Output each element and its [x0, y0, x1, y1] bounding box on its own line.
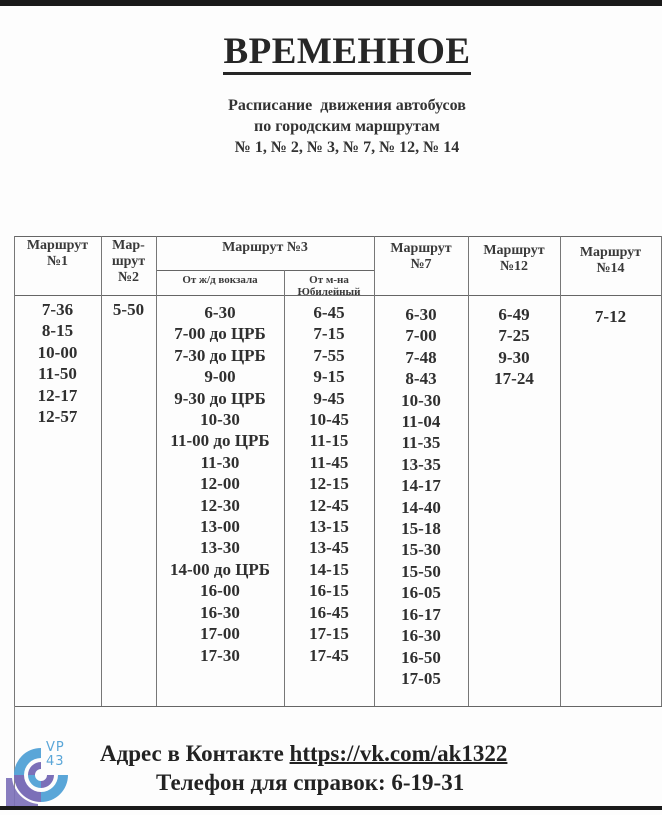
- time-entry: 15-30: [401, 540, 441, 560]
- table-bottom-border: [14, 706, 662, 707]
- time-entry: 10-30: [200, 410, 240, 430]
- time-entry: 14-17: [401, 476, 441, 496]
- time-entry: 8-43: [405, 369, 437, 389]
- time-entry: 7-25: [498, 326, 530, 346]
- time-entry: 12-30: [200, 495, 240, 515]
- header-route-14: Маршрут №14: [579, 245, 642, 276]
- time-entry: 16-50: [401, 647, 441, 667]
- time-entry: 17-30: [200, 645, 240, 665]
- header-route-3-from-jubilee: От м-на Юбилейный: [297, 274, 361, 298]
- time-entry: 7-15: [313, 324, 345, 344]
- subtitle-line-3: № 1, № 2, № 3, № 7, № 12, № 14: [234, 139, 460, 156]
- time-entry: 11-50: [38, 364, 77, 384]
- subtitle: [0, 95, 662, 158]
- time-entry: 9-00: [204, 367, 236, 387]
- header-route-1: Маршрут №1: [26, 238, 89, 269]
- address-label: Адрес в Контакте: [100, 741, 290, 766]
- footer-address: [0, 740, 662, 768]
- route-3-from-station-times: [156, 302, 284, 666]
- header-route-2: Мар- шрут №2: [111, 238, 146, 285]
- subtitle-line-2: по городским маршрутам: [254, 118, 440, 135]
- time-entry: 7-30 до ЦРБ: [174, 345, 266, 365]
- time-entry: 11-35: [401, 433, 441, 453]
- time-entry: 11-15: [309, 431, 349, 451]
- time-entry: 9-45: [313, 388, 345, 408]
- time-entry: 10-30: [401, 390, 441, 410]
- time-entry: 17-45: [309, 645, 349, 665]
- time-entry: 13-00: [200, 517, 240, 537]
- time-entry: 12-17: [37, 385, 78, 405]
- time-entry: 6-30: [405, 305, 437, 324]
- time-entry: 6-49: [498, 305, 530, 324]
- time-entry: 15-18: [401, 519, 441, 539]
- route3-header-divider: [156, 270, 374, 271]
- time-entry: 12-57: [37, 407, 78, 427]
- route-3-from-jubilee-times: [284, 302, 374, 666]
- time-entry: 12-15: [309, 474, 349, 494]
- time-entry: 16-45: [309, 602, 349, 622]
- time-entry: 17-15: [309, 624, 349, 644]
- header-route-12: Маршрут №12: [483, 243, 545, 274]
- page-title: [0, 30, 662, 73]
- subtitle-line-1: Расписание движения автобусов: [228, 97, 466, 114]
- time-entry: 16-30: [401, 626, 441, 646]
- time-entry: 7-48: [405, 347, 437, 367]
- time-entry: 11-00 до ЦРБ: [170, 431, 270, 451]
- time-entry: 7-00 до ЦРБ: [174, 324, 266, 344]
- time-entry: 6-30: [204, 303, 236, 322]
- time-entry: 12-00: [200, 474, 240, 494]
- logo-text-43: 43: [46, 754, 65, 769]
- time-entry: 12-45: [309, 495, 349, 515]
- time-entry: 5-50: [112, 300, 145, 319]
- header-route-3-from-station: От ж/д вокзала: [182, 274, 258, 286]
- time-entry: 8-15: [41, 321, 74, 341]
- header-route-7: Маршрут №7: [390, 241, 452, 272]
- top-border: [0, 0, 662, 6]
- time-entry: 17-05: [401, 668, 441, 688]
- bottom-border: [0, 806, 662, 810]
- table-top-border: [14, 236, 662, 237]
- schedule-table: [14, 236, 662, 706]
- time-entry: 16-15: [309, 581, 349, 601]
- time-entry: 16-05: [401, 583, 441, 603]
- title-text: ВРЕМЕННОЕ: [223, 31, 470, 75]
- time-entry: 13-45: [309, 538, 349, 558]
- watermark-logo: [6, 740, 76, 810]
- time-entry: 13-30: [200, 538, 240, 558]
- vp43-logo-icon: [6, 740, 76, 810]
- time-entry: 13-15: [309, 517, 349, 537]
- footer: [0, 740, 662, 798]
- footer-phone: Телефон для справок: 6-19-31: [156, 770, 465, 795]
- time-entry: 9-30: [498, 347, 530, 367]
- logo-text-vp: VP: [46, 740, 65, 755]
- time-entry: 11-30: [200, 452, 240, 472]
- time-entry: 7-36: [41, 300, 74, 319]
- time-entry: 16-00: [200, 581, 240, 601]
- time-entry: 11-04: [401, 412, 441, 432]
- time-entry: 14-15: [309, 559, 349, 579]
- route-2-times: [101, 299, 156, 320]
- time-entry: 7-12: [594, 307, 627, 326]
- time-entry: 16-17: [401, 604, 441, 624]
- time-entry: 6-45: [313, 303, 345, 322]
- route-14-times: [560, 306, 661, 327]
- time-entry: 15-50: [401, 561, 441, 581]
- time-entry: 7-55: [313, 345, 345, 365]
- time-entry: 14-00 до ЦРБ: [169, 559, 271, 579]
- route-7-times: [374, 304, 468, 689]
- time-entry: 10-45: [309, 410, 349, 430]
- time-entry: 16-30: [200, 602, 240, 622]
- time-entry: 9-15: [313, 367, 345, 387]
- time-entry: 17-24: [494, 369, 534, 389]
- route-1-times: [14, 299, 101, 427]
- route-12-times: [468, 304, 560, 390]
- time-entry: 17-00: [200, 624, 240, 644]
- time-entry: 11-45: [309, 452, 349, 472]
- time-entry: 14-40: [401, 497, 441, 517]
- header-route-3: Маршрут №3: [222, 240, 308, 255]
- time-entry: 10-00: [37, 342, 78, 362]
- time-entry: 7-00: [405, 326, 437, 346]
- time-entry: 13-35: [401, 454, 441, 474]
- time-entry: 9-30 до ЦРБ: [174, 388, 266, 408]
- vk-link[interactable]: https://vk.com/ak1322: [289, 741, 508, 766]
